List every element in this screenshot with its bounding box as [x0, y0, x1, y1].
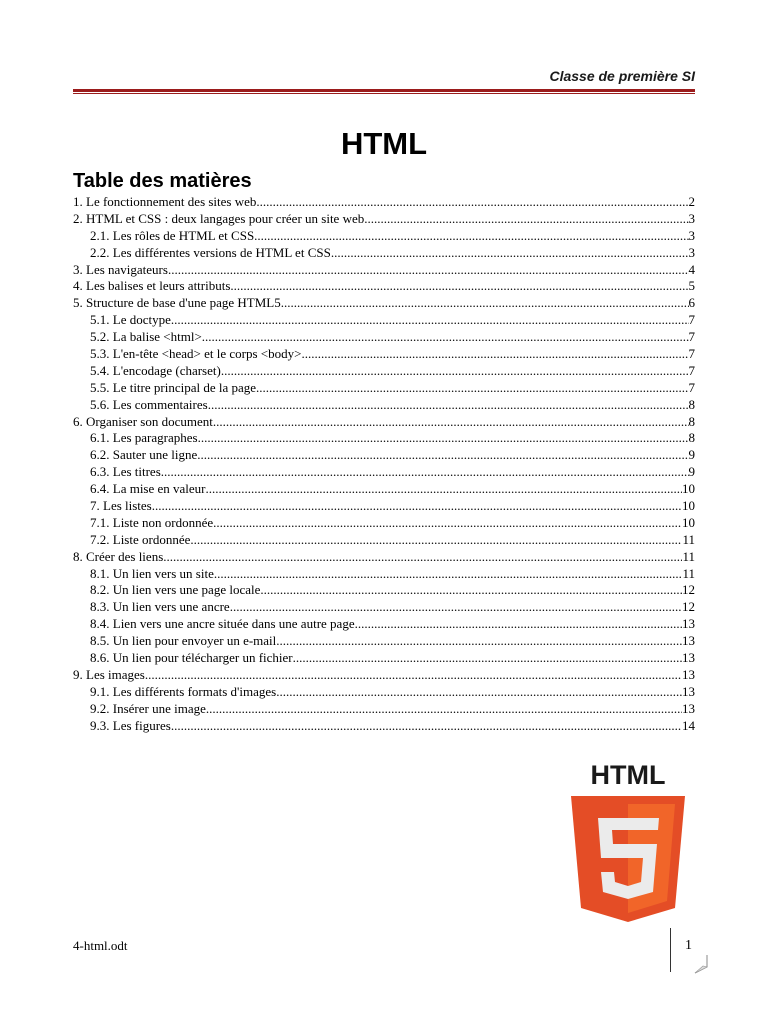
toc-entry[interactable]	[73, 397, 695, 414]
toc-entry[interactable]	[73, 278, 695, 295]
toc-entry-page: 13	[682, 616, 695, 632]
toc-entry[interactable]	[73, 582, 695, 599]
toc-entry-title: 6.1. Les paragraphes	[90, 430, 198, 446]
toc-dot-leader	[221, 363, 689, 380]
toc-dot-leader	[202, 329, 689, 346]
toc-entry-page: 3	[688, 244, 695, 260]
toc-entry-title: 5.4. L'encodage (charset)	[90, 362, 221, 378]
toc-entry-page: 13	[682, 666, 695, 682]
toc-entry-page: 5	[688, 278, 695, 294]
document-title: HTML	[340, 126, 428, 161]
toc-dot-leader	[190, 532, 682, 549]
html5-logo-wordmark: HTML	[590, 762, 666, 790]
toc-entry-page: 7	[688, 346, 695, 362]
toc-entry-page: 4	[688, 261, 695, 277]
toc-entry[interactable]	[73, 414, 695, 431]
toc-entry[interactable]	[73, 532, 695, 549]
toc-dot-leader	[208, 397, 689, 414]
toc-entry-page: 6	[688, 295, 695, 311]
toc-dot-leader	[254, 228, 688, 245]
toc-entry-page: 10	[682, 514, 695, 530]
toc-entry-page: 11	[682, 548, 695, 564]
toc-dot-leader	[281, 295, 689, 312]
toc-dot-leader	[171, 312, 689, 329]
page-curl-icon	[694, 954, 708, 974]
toc-dot-leader	[364, 211, 688, 228]
toc-dot-leader	[293, 650, 682, 667]
toc-entry[interactable]	[73, 718, 695, 735]
toc-entry-title: 5.6. Les commentaires	[90, 396, 208, 412]
toc-entry[interactable]	[73, 363, 695, 380]
toc-entry-title: 2.1. Les rôles de HTML et CSS	[90, 227, 255, 243]
toc-entry[interactable]	[73, 498, 695, 515]
toc-entry-title: 9.1. Les différents formats d'images	[90, 683, 277, 699]
header-class-label: Classe de première SI	[549, 68, 695, 84]
toc-entry-page: 7	[688, 379, 695, 395]
toc-dot-leader	[168, 262, 689, 279]
toc-heading: Table des matières	[73, 170, 252, 192]
toc-entry-title: 6. Organiser son document	[73, 413, 213, 429]
toc-dot-leader	[213, 414, 689, 431]
toc-entry-page: 11	[682, 531, 695, 547]
toc-entry-title: 8. Créer des liens	[73, 548, 164, 564]
toc-entry-title: 5.2. La balise <html>	[90, 329, 202, 345]
toc-entry-title: 2.2. Les différentes versions de HTML et CSS	[90, 244, 331, 260]
toc-entry[interactable]	[73, 566, 695, 583]
toc-entry-title: 8.1. Un lien vers un site	[90, 565, 214, 581]
toc-entry[interactable]	[73, 329, 695, 346]
toc-entry-page: 12	[682, 582, 695, 598]
toc-entry-title: 9.2. Insérer une image	[90, 700, 206, 716]
toc-dot-leader	[163, 549, 682, 566]
toc-entry-page: 7	[688, 329, 695, 345]
toc-dot-leader	[197, 447, 688, 464]
html5-logo	[571, 762, 685, 922]
toc-entry[interactable]	[73, 295, 695, 312]
toc-entry[interactable]	[73, 701, 695, 718]
toc-entry[interactable]	[73, 211, 695, 228]
toc-entry-page: 3	[688, 227, 695, 243]
toc-entry-title: 5. Structure de base d'une page HTML5	[73, 295, 281, 311]
toc-entry-title: 5.1. Le doctype	[90, 312, 171, 328]
toc-entry-page: 2	[688, 194, 695, 209]
toc-entry-page: 14	[682, 717, 695, 733]
footer-filename: 4-html.odt	[73, 938, 128, 953]
footer-divider	[670, 928, 671, 972]
toc-entry[interactable]	[73, 194, 695, 211]
toc-dot-leader	[171, 718, 682, 735]
toc-entry[interactable]	[73, 380, 695, 397]
toc-entry-title: 8.6. Un lien pour télécharger un fichier	[90, 650, 293, 666]
toc-entry[interactable]	[73, 515, 695, 532]
toc-dot-leader	[206, 481, 682, 498]
toc-dot-leader	[214, 566, 683, 583]
toc-entry-page: 10	[682, 481, 695, 497]
toc-entry-page: 8	[688, 430, 695, 446]
header-rule-thin	[73, 93, 695, 94]
toc-entry[interactable]	[73, 464, 695, 481]
toc-entry-title: 6.4. La mise en valeur	[90, 481, 206, 497]
toc-dot-leader	[206, 701, 682, 718]
toc-entry[interactable]	[73, 447, 695, 464]
toc-dot-leader	[260, 582, 682, 599]
toc-entry[interactable]	[73, 549, 695, 566]
toc-entry-title: 5.3. L'en-tête <head> et le corps <body>	[90, 346, 302, 362]
footer-page-number: 1	[685, 938, 692, 953]
toc-entry-title: 9. Les images	[73, 666, 145, 682]
toc-entry-page: 13	[682, 700, 695, 716]
toc-dot-leader	[355, 616, 682, 633]
toc-entry-title: 8.3. Un lien vers une ancre	[90, 599, 230, 615]
toc-dot-leader	[276, 633, 682, 650]
toc-entry[interactable]	[73, 346, 695, 363]
toc-dot-leader	[161, 464, 689, 481]
toc-entry-title: 5.5. Le titre principal de la page	[90, 379, 257, 395]
table-of-contents	[73, 194, 695, 735]
toc-entry-page: 8	[688, 413, 695, 429]
header-rule	[73, 89, 695, 92]
toc-dot-leader	[301, 346, 688, 363]
toc-entry[interactable]	[73, 430, 695, 447]
toc-entry-title: 2. HTML et CSS : deux langages pour créer un site web	[73, 210, 365, 226]
toc-entry-title: 6.3. Les titres	[90, 464, 161, 480]
toc-entry[interactable]	[73, 228, 695, 245]
toc-entry-page: 7	[688, 312, 695, 328]
toc-entry-title: 7.1. Liste non ordonnée	[90, 514, 214, 530]
toc-entry-title: 6.2. Sauter une ligne	[90, 447, 198, 463]
toc-entry[interactable]	[73, 481, 695, 498]
toc-entry-page: 10	[682, 498, 695, 514]
toc-entry-title: 8.4. Lien vers une ancre située dans une autre page	[90, 616, 355, 632]
toc-entry-page: 12	[682, 599, 695, 615]
toc-entry[interactable]	[73, 262, 695, 279]
toc-entry-page: 13	[682, 633, 695, 649]
toc-entry-title: 1. Le fonctionnement des sites web	[73, 194, 257, 209]
toc-dot-leader	[331, 245, 689, 262]
toc-entry[interactable]	[73, 599, 695, 616]
toc-entry[interactable]	[73, 650, 695, 667]
toc-dot-leader	[276, 684, 682, 701]
toc-entry-title: 8.2. Un lien vers une page locale	[90, 582, 261, 598]
toc-dot-leader	[230, 599, 682, 616]
toc-entry-page: 7	[688, 362, 695, 378]
toc-dot-leader	[198, 430, 689, 447]
toc-entry[interactable]	[73, 633, 695, 650]
toc-entry-title: 9.3. Les figures	[90, 717, 171, 733]
toc-entry-page: 11	[682, 565, 695, 581]
toc-dot-leader	[256, 380, 688, 397]
toc-entry[interactable]	[73, 684, 695, 701]
toc-entry-title: 3. Les navigateurs	[73, 261, 168, 277]
toc-entry[interactable]	[73, 616, 695, 633]
toc-dot-leader	[230, 278, 688, 295]
toc-entry-page: 13	[682, 650, 695, 666]
toc-dot-leader	[152, 498, 682, 515]
toc-entry-page: 9	[688, 464, 695, 480]
toc-entry-title: 4. Les balises et leurs attributs	[73, 278, 231, 294]
toc-dot-leader	[213, 515, 682, 532]
toc-dot-leader	[145, 667, 682, 684]
toc-entry-page: 9	[688, 447, 695, 463]
toc-entry-title: 7. Les listes	[90, 498, 152, 514]
toc-entry-title: 8.5. Un lien pour envoyer un e-mail	[90, 633, 277, 649]
toc-entry-page: 13	[682, 683, 695, 699]
toc-entry[interactable]	[73, 312, 695, 329]
toc-entry[interactable]	[73, 667, 695, 684]
toc-entry-title: 7.2. Liste ordonnée	[90, 531, 191, 547]
toc-dot-leader	[256, 194, 688, 211]
toc-entry[interactable]	[73, 245, 695, 262]
toc-entry-page: 8	[688, 396, 695, 412]
toc-entry-page: 3	[688, 210, 695, 226]
